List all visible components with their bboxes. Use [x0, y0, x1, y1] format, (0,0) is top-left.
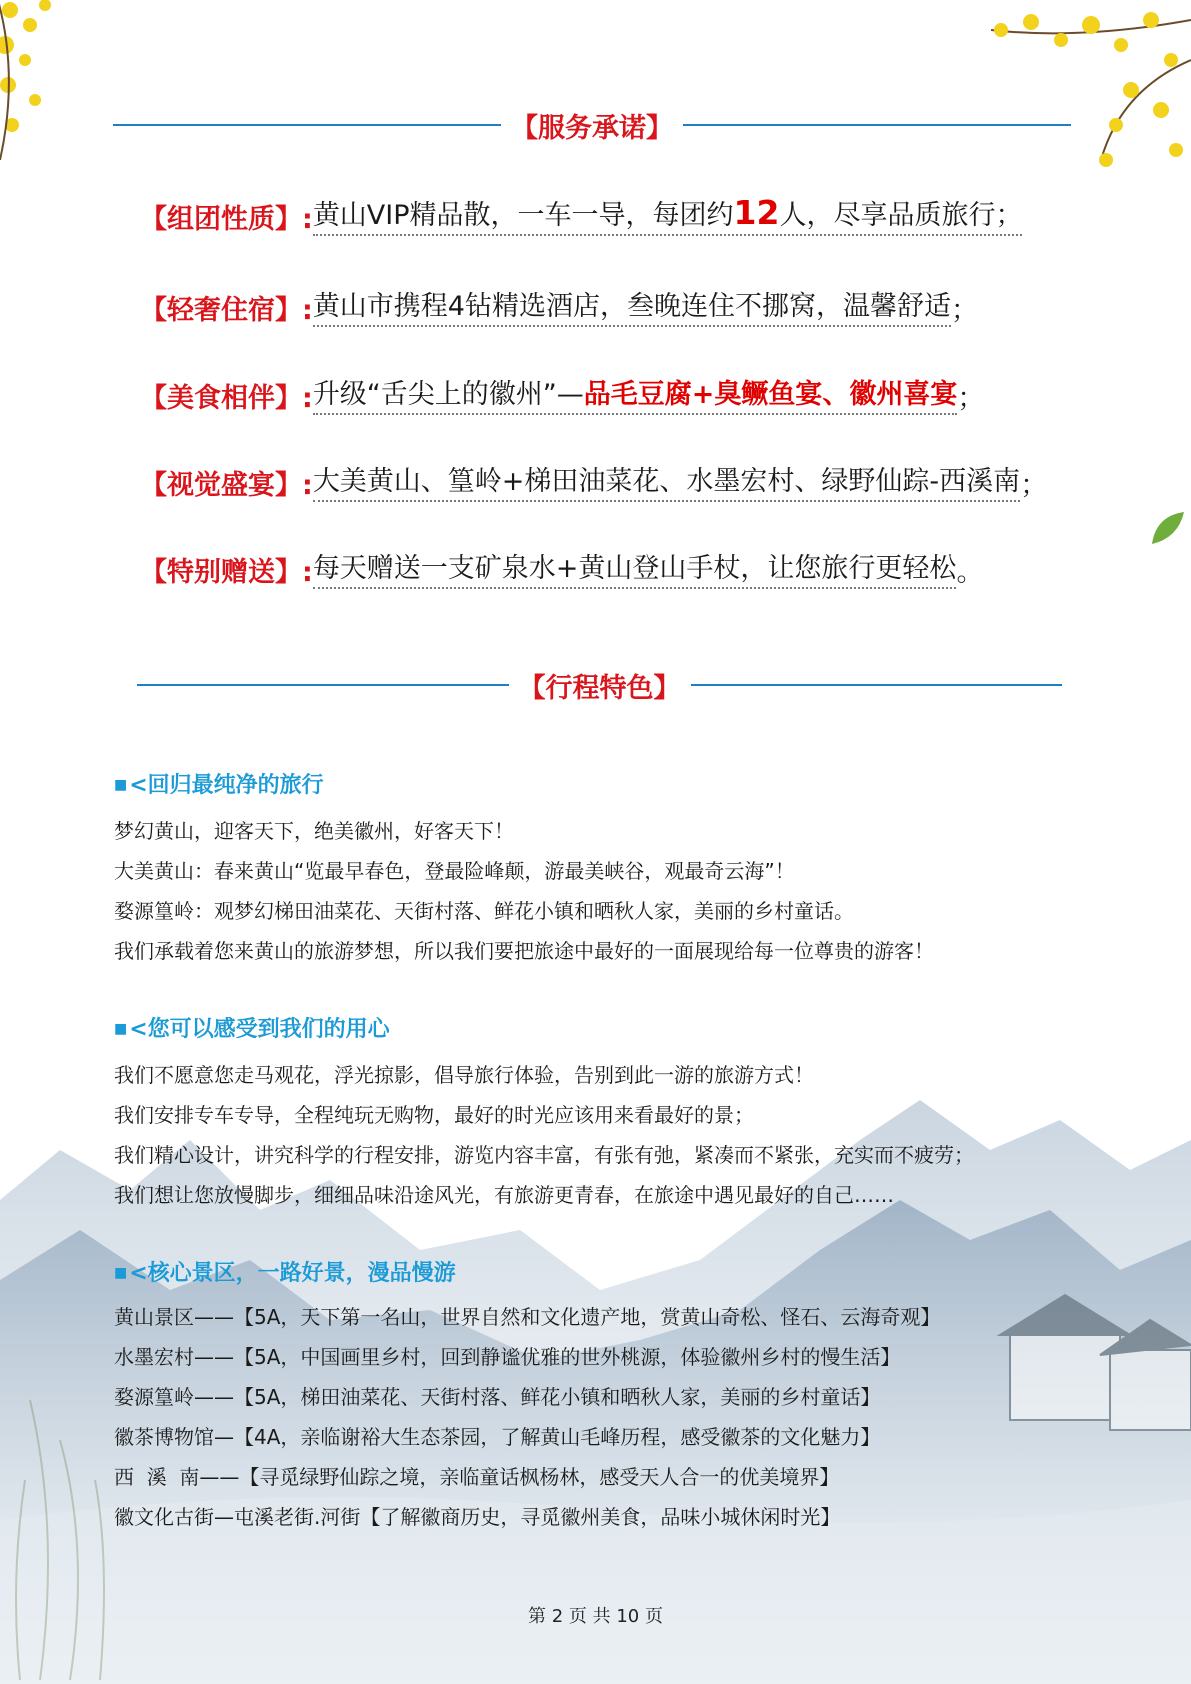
- feature-line: 徽茶博物馆—【4A，亲临谢裕大生态茶园，了解黄山毛峰历程，感受徽茶的文化魅力】: [114, 1425, 881, 1449]
- section-header-itinerary-features: [137, 665, 1062, 705]
- square-bullet-icon: ■: [114, 777, 128, 793]
- feature-line: 徽文化古街—屯溪老街.河街【了解徽商历史，寻觅徽州美食，品味小城休闲时光】: [114, 1505, 841, 1529]
- feature-line: 梦幻黄山，迎客天下，绝美徽州，好客天下！: [114, 819, 514, 843]
- divider-line: [113, 124, 501, 126]
- feature-line: 西 溪 南——【寻觅绿野仙踪之境，亲临童话枫杨林，感受天人合一的优美境界】: [114, 1465, 840, 1489]
- promise-text: 升级“舌尖上的徽州”—品毛豆腐+臭鳜鱼宴、徽州喜宴: [313, 372, 958, 415]
- food-highlight: 品毛豆腐+臭鳜鱼宴、徽州喜宴: [583, 379, 958, 410]
- group-size-number: 12: [733, 193, 780, 232]
- divider-line: [137, 684, 509, 686]
- promise-item-group-type: [140, 193, 1023, 236]
- promise-text: 每天赠送一支矿泉水+黄山登山手杖，让您旅行更轻松: [313, 546, 957, 589]
- promise-item-gift: [140, 549, 983, 589]
- promise-punctuation: ；: [957, 383, 985, 414]
- promise-text: 黄山VIP精品散，一车一导，每团约12人，尽享品质旅行；: [313, 193, 1023, 236]
- promise-item-hotel: [140, 287, 978, 327]
- section-header-service-promise: [113, 105, 1071, 145]
- section-title: 【行程特色】: [518, 672, 681, 704]
- square-bullet-icon: ■: [114, 1021, 128, 1037]
- promise-item-scenery: [140, 462, 1047, 502]
- promise-label: 【特别赠送】:: [140, 557, 313, 588]
- feature-line: 黄山景区——【5A，天下第一名山，世界自然和文化遗产地，赏黄山奇松、怪石、云海奇观】: [114, 1305, 941, 1329]
- promise-label: 【组团性质】:: [140, 204, 313, 235]
- feature-line: 大美黄山：春来黄山“览最早春色，登最险峰颠，游最美峡谷，观最奇云海”！: [114, 859, 795, 883]
- page-number: 第 2 页 共 10 页: [528, 1606, 663, 1627]
- feature-line: 婺源篁岭——【5A，梯田油菜花、天街村落、鲜花小镇和晒秋人家，美丽的乡村童话】: [114, 1385, 881, 1409]
- promise-punctuation: 。: [956, 557, 984, 588]
- feature-line: 我们承载着您来黄山的旅游梦想，所以我们要把旅途中最好的一面展现给每一位尊贵的游客！: [114, 939, 934, 963]
- feature-line: 婺源篁岭：观梦幻梯田油菜花、天街村落、鲜花小镇和晒秋人家，美丽的乡村童话。: [114, 899, 854, 923]
- section-title: 【服务承诺】: [511, 112, 673, 144]
- feature-heading: ■<您可以感受到我们的用心: [114, 1017, 390, 1042]
- yellow-flower-decoration: [0, 0, 80, 160]
- feature-heading: ■<核心景区，一路好景，漫品慢游: [114, 1261, 456, 1286]
- feature-heading: ■<回归最纯净的旅行: [114, 773, 324, 798]
- promise-label: 【美食相伴】:: [140, 383, 313, 414]
- divider-line: [691, 684, 1063, 686]
- promise-label: 【轻奢住宿】:: [140, 295, 313, 326]
- promise-item-food: [140, 375, 984, 415]
- feature-line: 我们不愿意您走马观花，浮光掠影，倡导旅行体验，告别到此一游的旅游方式！: [114, 1063, 814, 1087]
- leaf-decoration: [1148, 508, 1188, 548]
- promise-punctuation: ；: [951, 295, 978, 326]
- feature-line: 水墨宏村——【5A，中国画里乡村，回到静谧优雅的世外桃源，体验徽州乡村的慢生活】: [114, 1345, 901, 1369]
- divider-line: [683, 124, 1071, 126]
- promise-text: 大美黄山、篁岭+梯田油菜花、水墨宏村、绿野仙踪-西溪南: [313, 459, 1020, 502]
- yellow-flower-decoration: [931, 0, 1191, 200]
- promise-text: 黄山市携程4钻精选酒店，叁晚连住不挪窝，温馨舒适: [313, 284, 951, 327]
- promise-punctuation: ；: [1020, 470, 1048, 501]
- feature-line: 我们想让您放慢脚步，细细品味沿途风光，有旅游更青春，在旅途中遇见最好的自己……: [114, 1183, 894, 1207]
- feature-line: 我们精心设计，讲究科学的行程安排，游览内容丰富，有张有弛，紧凑而不紧张，充实而不疲劳；: [114, 1143, 974, 1167]
- square-bullet-icon: ■: [114, 1265, 128, 1281]
- feature-line: 我们安排专车专导，全程纯玩无购物，最好的时光应该用来看最好的景；: [114, 1103, 754, 1127]
- promise-label: 【视觉盛宴】:: [140, 470, 313, 501]
